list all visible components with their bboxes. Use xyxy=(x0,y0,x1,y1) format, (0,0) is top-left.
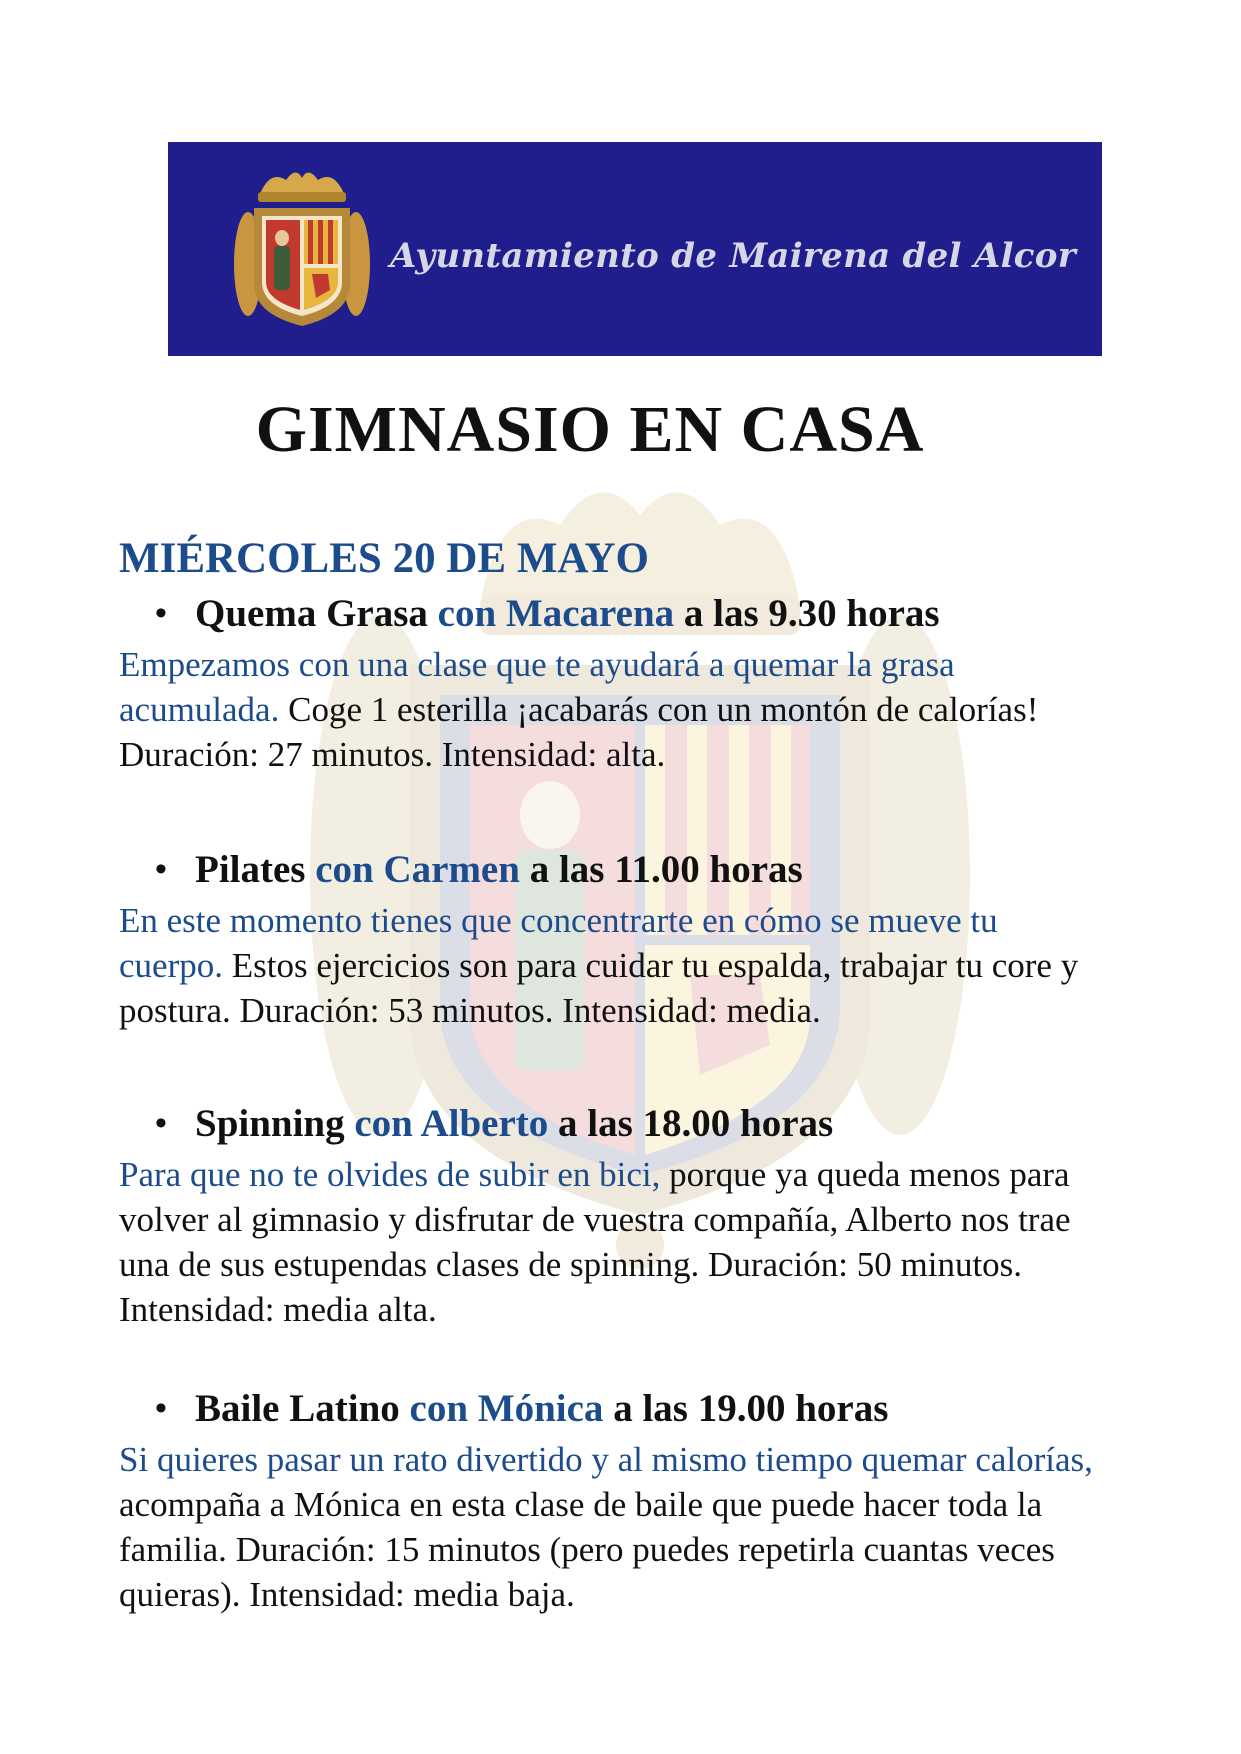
class-item xyxy=(119,590,1099,777)
class-time: a las 18.00 horas xyxy=(558,1102,834,1145)
class-description-body: Estos ejercicios son para cuidar tu espalda, trabajar tu core y postura. Duración: 53 minutos. Intensidad: media. xyxy=(119,946,1079,1030)
class-name: Quema Grasa xyxy=(195,592,428,635)
class-description-lead: Empezamos con una clase que te ayudará a quemar la grasa acumulada. xyxy=(119,645,955,729)
class-item xyxy=(119,1385,1099,1617)
class-heading xyxy=(119,590,1099,638)
class-description xyxy=(119,898,1099,1033)
class-item xyxy=(119,846,1099,1033)
bullet-icon: • xyxy=(155,1390,167,1427)
class-heading xyxy=(119,1385,1099,1433)
class-description xyxy=(119,1152,1099,1332)
class-time: a las 11.00 horas xyxy=(529,848,803,891)
class-instructor: con Alberto xyxy=(354,1102,549,1145)
class-heading xyxy=(119,846,1099,894)
class-description xyxy=(119,642,1099,777)
class-time: a las 9.30 horas xyxy=(683,592,940,635)
class-description xyxy=(119,1437,1099,1617)
class-description-body: Coge 1 esterilla ¡acabarás con un montón de calorías! Duración: 27 minutos. Intensidad: alta. xyxy=(119,690,1039,774)
class-description-lead: En este momento tienes que concentrarte en cómo se mueve tu cuerpo. xyxy=(119,901,998,985)
class-instructor: con Carmen xyxy=(315,848,520,891)
bullet-icon: • xyxy=(155,595,167,632)
date-heading: MIÉRCOLES 20 DE MAYO xyxy=(119,535,650,582)
bullet-icon: • xyxy=(155,851,167,888)
page-title: GIMNASIO EN CASA xyxy=(255,393,925,466)
class-description-body: acompaña a Mónica en esta clase de baile que puede hacer toda la familia. Duración: 15 minutos (pero puedes repetirla cuantas veces quieras). Intensidad: media baja. xyxy=(119,1485,1055,1614)
class-description-body: porque ya queda menos para volver al gimnasio y disfrutar de vuestra compañía, Alberto nos trae una de sus estupendas clases de spinning. Duración: 50 minutos. Intensidad: media alta. xyxy=(119,1155,1071,1329)
class-name: Spinning xyxy=(195,1102,345,1145)
class-time: a las 19.00 horas xyxy=(613,1387,889,1430)
class-heading xyxy=(119,1100,1099,1148)
class-instructor: con Mónica xyxy=(409,1387,604,1430)
class-description-lead: Para que no te olvides de subir en bici, xyxy=(119,1155,661,1194)
header-banner xyxy=(168,142,1102,356)
class-name: Baile Latino xyxy=(195,1387,400,1430)
class-name: Pilates xyxy=(195,848,306,891)
class-item xyxy=(119,1100,1099,1332)
class-instructor: con Macarena xyxy=(437,592,675,635)
bullet-icon: • xyxy=(155,1105,167,1142)
class-description-lead: Si quieres pasar un rato divertido y al mismo tiempo quemar calorías, xyxy=(119,1440,1093,1479)
coat-of-arms-icon xyxy=(230,164,374,334)
organization-name: Ayuntamiento de Mairena del Alcor xyxy=(390,236,1076,276)
